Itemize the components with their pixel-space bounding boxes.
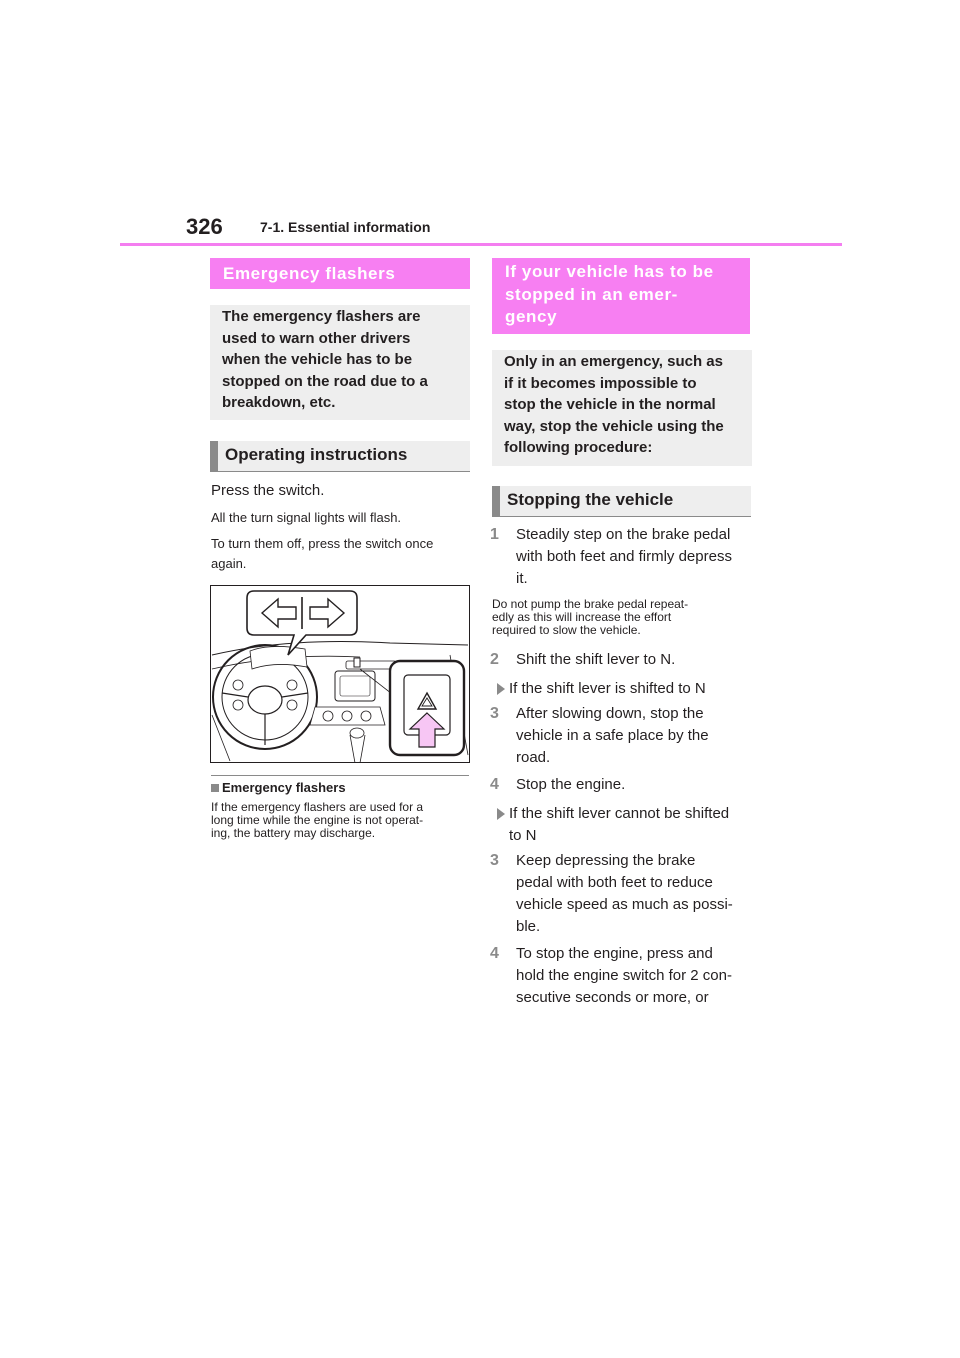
intro-line: if it becomes impossible to bbox=[504, 374, 697, 392]
intro-line: stop the vehicle in the normal bbox=[504, 396, 716, 413]
step-line: Steadily step on the brake pedal bbox=[516, 526, 731, 543]
note-line: long time while the engine is not operat- bbox=[211, 813, 424, 827]
triangle-bullet-icon bbox=[497, 808, 505, 820]
step-text bbox=[516, 524, 748, 590]
intro-line: breakdown, etc. bbox=[222, 394, 336, 411]
case-text: If the shift lever is shifted to N bbox=[509, 680, 706, 697]
subheading-text: Stopping the vehicle bbox=[507, 490, 674, 509]
step-1-note bbox=[492, 598, 752, 637]
page-number: 326 bbox=[186, 214, 223, 239]
dashboard-illustration bbox=[210, 585, 470, 763]
step-1 bbox=[490, 524, 752, 590]
step-line: it. bbox=[516, 570, 528, 587]
heading-emergency-flashers bbox=[210, 258, 470, 289]
step-line: After slowing down, stop the bbox=[516, 705, 704, 722]
step-number: 3 bbox=[490, 852, 499, 869]
step-3a bbox=[490, 703, 752, 769]
subheading-operating-instructions bbox=[210, 441, 470, 472]
case-text bbox=[509, 803, 759, 847]
step-line: secutive seconds or more, or bbox=[516, 989, 709, 1006]
intro-line: Only in an emergency, such as bbox=[504, 353, 723, 370]
step-3b bbox=[490, 850, 752, 938]
intro-line: following procedure: bbox=[504, 439, 653, 456]
step-text bbox=[516, 850, 748, 938]
detail-line: again. bbox=[211, 556, 247, 571]
intro-line: way, stop the vehicle using the bbox=[504, 417, 724, 435]
subheading-text: Operating instructions bbox=[225, 445, 408, 464]
heading-line: If your vehicle has to be bbox=[505, 262, 714, 281]
note-title-text: Emergency flashers bbox=[222, 780, 346, 795]
heading-line: gency bbox=[505, 307, 558, 326]
step-line: vehicle speed as much as possi- bbox=[516, 896, 733, 913]
step-text: Shift the shift lever to N. bbox=[516, 651, 676, 668]
triangle-bullet-icon bbox=[497, 683, 505, 695]
header-rule bbox=[120, 243, 842, 246]
intro-line: The emergency flashers are bbox=[222, 308, 421, 325]
press-switch-text: Press the switch. bbox=[211, 482, 325, 499]
step-line: hold the engine switch for 2 con- bbox=[516, 967, 732, 984]
heading-emergency-stop bbox=[492, 258, 750, 334]
step-number: 4 bbox=[490, 776, 499, 793]
note-line: required to slow the vehicle. bbox=[492, 623, 641, 637]
step-number: 2 bbox=[490, 651, 499, 668]
square-bullet-icon bbox=[211, 784, 219, 792]
case-line: to N bbox=[509, 827, 537, 844]
note-line: ing, the battery may discharge. bbox=[211, 826, 376, 840]
step-line: vehicle in a safe place by the bbox=[516, 727, 709, 744]
note-line: edly as this will increase the effort bbox=[492, 610, 672, 624]
step-number: 3 bbox=[490, 705, 499, 722]
intro-box-right bbox=[492, 350, 752, 466]
case-cannot-shift-to-n bbox=[497, 803, 759, 847]
step-2 bbox=[490, 649, 752, 671]
step-line: road. bbox=[516, 749, 551, 766]
intro-box-left bbox=[210, 305, 470, 420]
case-shifted-to-n bbox=[497, 678, 759, 700]
step-number: 1 bbox=[490, 526, 499, 543]
step-text: Stop the engine. bbox=[516, 776, 626, 793]
section-title: 7-1. Essential information bbox=[260, 219, 431, 235]
step-text bbox=[516, 703, 748, 769]
note-divider bbox=[211, 775, 469, 776]
note-title bbox=[211, 780, 346, 796]
step-line: ble. bbox=[516, 918, 541, 935]
case-line: If the shift lever cannot be shifted bbox=[509, 805, 730, 822]
intro-line: when the vehicle has to be bbox=[222, 351, 413, 368]
heading-text: Emergency flashers bbox=[223, 264, 396, 283]
detail-text: All the turn signal lights will flash. bbox=[211, 510, 402, 525]
step-line: pedal with both feet to reduce bbox=[516, 874, 713, 891]
step-4a bbox=[490, 774, 752, 796]
intro-line: used to warn other drivers bbox=[222, 329, 411, 347]
heading-line: stopped in an emer- bbox=[505, 284, 678, 304]
hazard-switch-callout bbox=[390, 661, 464, 755]
note-line: Do not pump the brake pedal repeat- bbox=[492, 597, 689, 611]
step-line: with both feet and firmly depress bbox=[516, 548, 732, 565]
step-text bbox=[516, 943, 748, 1009]
step-number: 4 bbox=[490, 945, 499, 962]
intro-line: stopped on the road due to a bbox=[222, 372, 428, 390]
subheading-stopping-vehicle bbox=[492, 486, 751, 517]
note-line: If the emergency flashers are used for a bbox=[211, 800, 424, 814]
step-line: Keep depressing the brake bbox=[516, 852, 696, 869]
step-line: To stop the engine, press and bbox=[516, 945, 713, 962]
note-body bbox=[211, 801, 471, 840]
detail-text bbox=[211, 534, 433, 574]
detail-line: To turn them off, press the switch once bbox=[211, 536, 434, 551]
step-4b bbox=[490, 943, 752, 1009]
